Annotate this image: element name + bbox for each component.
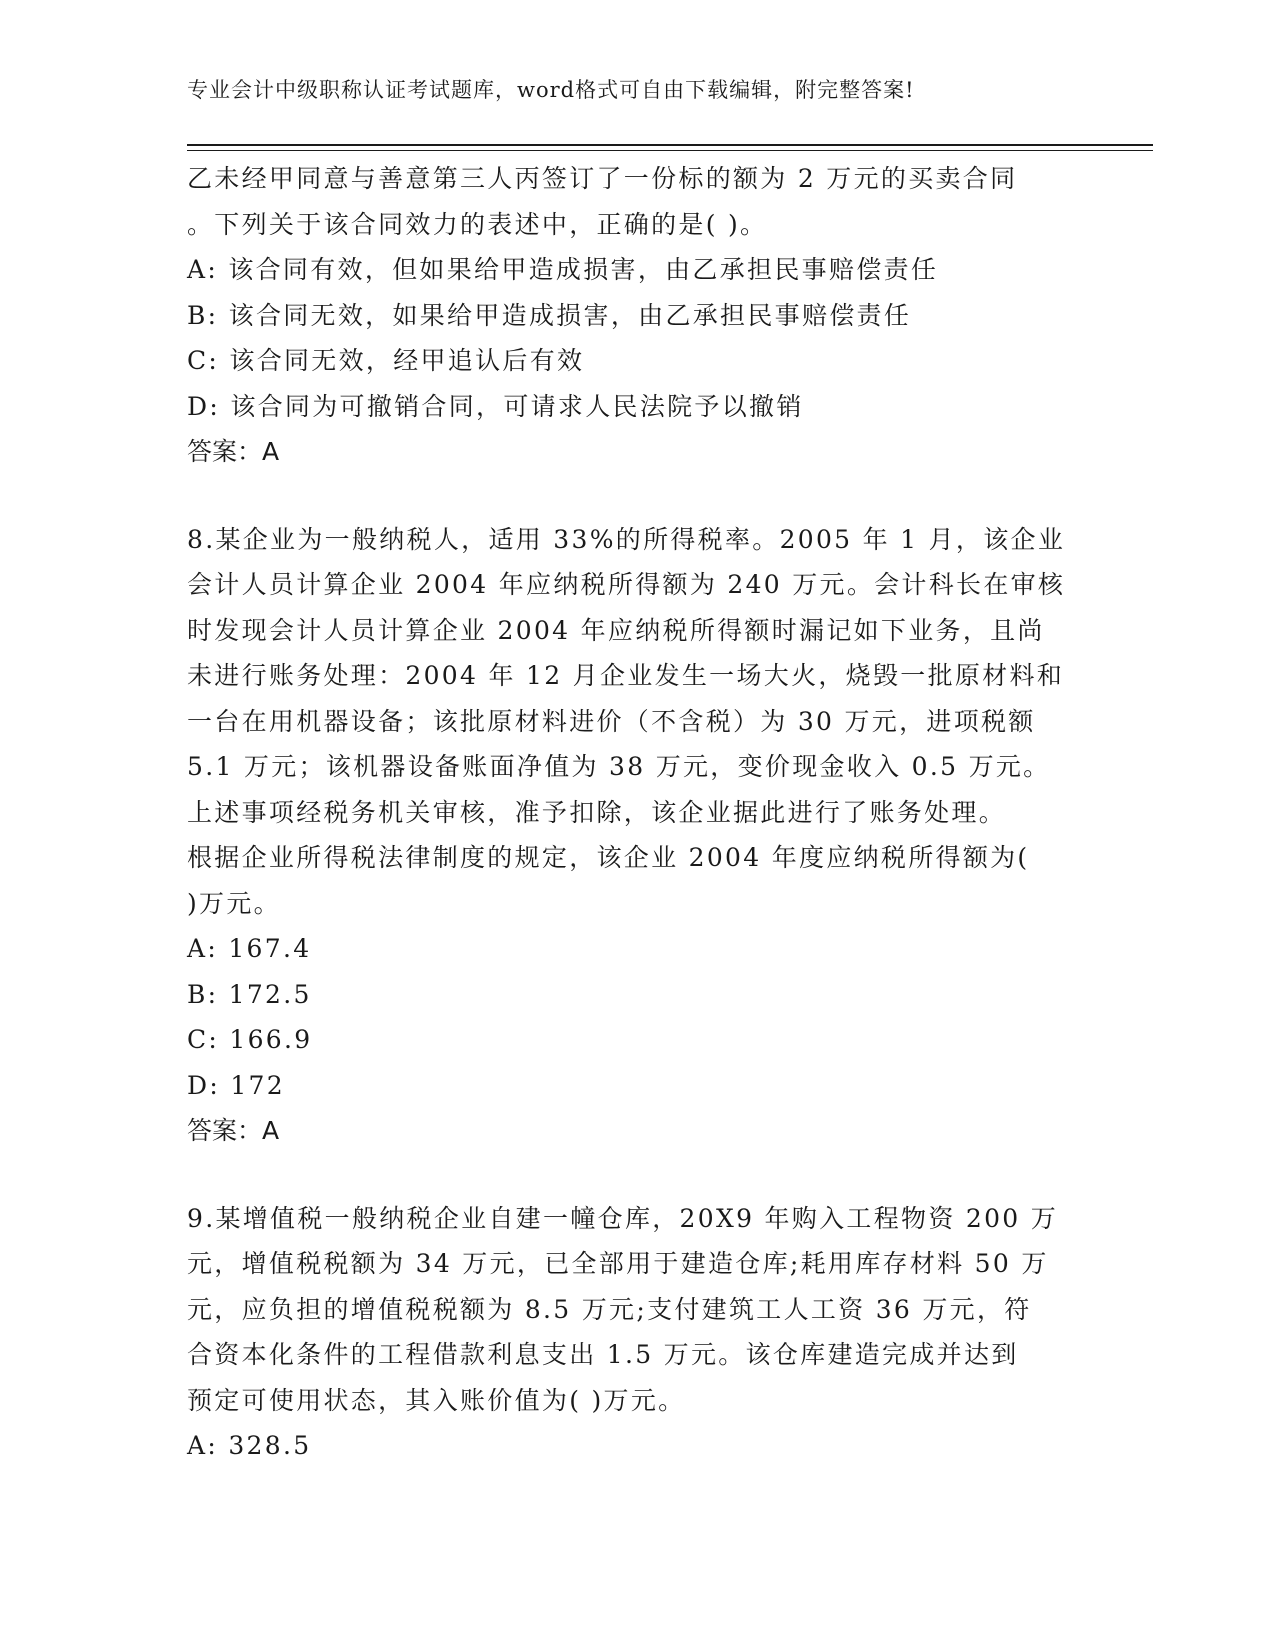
question-stem-line: 乙未经甲同意与善意第三人丙签订了一份标的额为 2 万元的买卖合同 bbox=[187, 164, 1018, 193]
question-7 bbox=[187, 156, 1087, 475]
question-stem-line: 会计人员计算企业 2004 年应纳税所得额为 240 万元。会计科长在审核 bbox=[187, 570, 1066, 599]
option-c: C: 该合同无效，经甲追认后有效 bbox=[187, 346, 585, 375]
question-stem-line: 根据企业所得税法律制度的规定，该企业 2004 年度应纳税所得额为( bbox=[187, 843, 1030, 872]
question-stem-line: 上述事项经税务机关审核，准予扣除，该企业据此进行了账务处理。 bbox=[187, 797, 1007, 827]
question-stem-line: 5.1 万元；该机器设备账面净值为 38 万元，变价现金收入 0.5 万元。 bbox=[187, 752, 1051, 781]
answer-line: 答案：A bbox=[187, 1116, 280, 1145]
question-stem-line: 9.某增值税一般纳税企业自建一幢仓库，20X9 年购入工程物资 200 万 bbox=[187, 1203, 1059, 1233]
question-stem-line: 预定可使用状态，其入账价值为( )万元。 bbox=[187, 1385, 686, 1415]
header-divider bbox=[187, 144, 1153, 151]
option-a: A: 167.4 bbox=[187, 934, 312, 963]
spacer bbox=[187, 1154, 1087, 1196]
page-header: 专业会计中级职称认证考试题库，word格式可自由下载编辑，附完整答案! bbox=[187, 78, 915, 102]
option-a: A: 该合同有效，但如果给甲造成损害，由乙承担民事赔偿责任 bbox=[187, 255, 939, 284]
option-d: D: 该合同为可撤销合同，可请求人民法院予以撤销 bbox=[187, 391, 804, 421]
option-c: C: 166.9 bbox=[187, 1025, 313, 1054]
question-stem-line: )万元。 bbox=[187, 888, 281, 918]
question-stem-line: 时发现会计人员计算企业 2004 年应纳税所得额时漏记如下业务，且尚 bbox=[187, 615, 1045, 645]
question-stem-line: 元，应负担的增值税税额为 8.5 万元;支付建筑工人工资 36 万元，符 bbox=[187, 1294, 1032, 1324]
answer-line: 答案：A bbox=[187, 437, 280, 466]
spacer bbox=[187, 475, 1087, 517]
option-b: B: 该合同无效，如果给甲造成损害，由乙承担民事赔偿责任 bbox=[187, 300, 912, 330]
document-body bbox=[187, 156, 1087, 1469]
question-stem-line: 。下列关于该合同效力的表述中，正确的是( )。 bbox=[187, 209, 768, 239]
question-stem-line: 未进行账务处理：2004 年 12 月企业发生一场大火，烧毁一批原材料和 bbox=[187, 661, 1065, 690]
question-stem-line: 8.某企业为一般纳税人，适用 33%的所得税率。2005 年 1 月，该企业 bbox=[187, 524, 1066, 554]
question-8 bbox=[187, 517, 1087, 1154]
option-b: B: 172.5 bbox=[187, 979, 312, 1009]
question-9 bbox=[187, 1196, 1087, 1469]
option-d: D: 172 bbox=[187, 1070, 285, 1100]
question-stem-line: 合资本化条件的工程借款利息支出 1.5 万元。该仓库建造完成并达到 bbox=[187, 1340, 1019, 1369]
question-stem-line: 元，增值税税额为 34 万元，已全部用于建造仓库;耗用库存材料 50 万 bbox=[187, 1249, 1049, 1278]
option-a: A: 328.5 bbox=[187, 1431, 312, 1460]
question-stem-line: 一台在用机器设备；该批原材料进价（不含税）为 30 万元，进项税额 bbox=[187, 706, 1036, 736]
